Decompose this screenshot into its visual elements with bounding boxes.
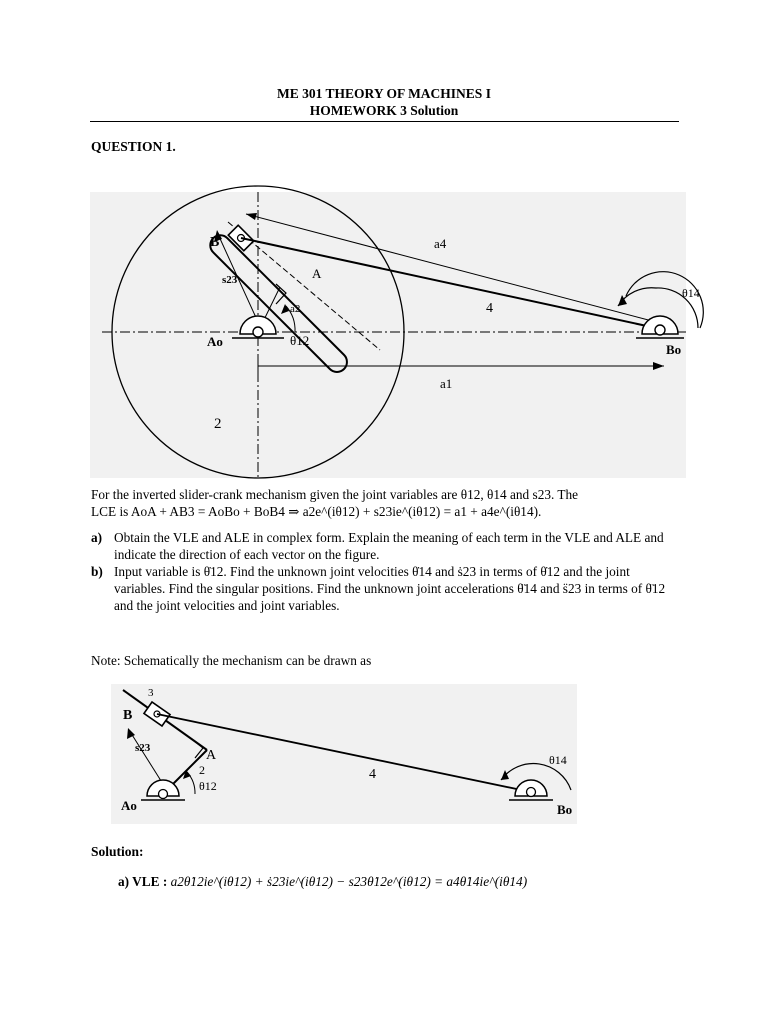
vle-equation <box>118 874 527 890</box>
schematic-label-theta12: θ12 <box>199 779 217 793</box>
label-link4: 4 <box>486 301 493 316</box>
label-s23: s23 <box>222 274 238 286</box>
solution-title: Solution: <box>91 844 144 859</box>
intro-paragraph <box>91 486 681 520</box>
pin-B0 <box>655 325 665 335</box>
item-b-label: b) <box>91 564 103 579</box>
schematic-pin-A0 <box>159 790 168 799</box>
schematic-label-s23: s23 <box>135 742 151 754</box>
label-B: B <box>210 235 220 250</box>
note-text: Note: Schematically the mechanism can be drawn as <box>91 653 372 668</box>
homework-title: HOMEWORK 3 Solution <box>309 103 459 118</box>
label-a4: a4 <box>434 236 447 251</box>
question-title: QUESTION 1. <box>91 139 176 154</box>
figure-background <box>90 192 686 478</box>
item-b-text: Input variable is θ̇12. Find the unknown joint velocities θ̇14 and ṡ23 in terms of θ̇12 and the joint variables. Find the singular positions. Find the unknown joint accelerations θ̈14 and s̈23 in terms of θ̈12 and the joint velocities and joint variables. <box>114 564 666 613</box>
label-a1: a1 <box>440 376 453 391</box>
item-a <box>91 529 681 563</box>
schematic-label-B0: Bo <box>557 802 573 817</box>
label-theta14: θ14 <box>682 286 700 300</box>
label-link2: 2 <box>214 416 222 432</box>
schematic-label-4: 4 <box>369 767 376 782</box>
schematic-label-2: 2 <box>199 763 205 777</box>
item-a-text: Obtain the VLE and ALE in complex form. Explain the meaning of each term in the VLE and ALE and indicate the direction of each vector on the figure. <box>114 530 664 562</box>
schematic-label-3: 3 <box>148 687 154 699</box>
intro-line-1: For the inverted slider-crank mechanism given the joint variables are θ12, θ14 and s23. The <box>91 487 579 502</box>
label-A0: Ao <box>207 334 223 349</box>
label-B0: Bo <box>666 342 682 357</box>
vle-formula: a2θ̇12ie^(iθ12) + ṡ23ie^(iθ12) − s23θ̇12e^(iθ12) = a4θ̇14ie^(iθ14) <box>170 874 528 889</box>
course-title: ME 301 THEORY OF MACHINES I <box>277 86 491 101</box>
item-a-label: a) <box>91 530 103 545</box>
schematic-figure <box>111 684 577 824</box>
schematic-background <box>111 684 577 824</box>
intro-line-2: LCE is AoA + AB3 = AoBo + BoB4 ⇒ a2e^(iθ12) + s23ie^(iθ12) = a1 + a4e^(iθ14). <box>91 504 542 519</box>
schematic-label-theta14: θ14 <box>549 753 567 767</box>
label-A: A <box>312 266 322 281</box>
schematic-label-A0: Ao <box>121 798 137 813</box>
vle-label: a) VLE : <box>118 874 168 889</box>
item-b <box>91 563 681 614</box>
label-theta12: θ12 <box>290 333 310 348</box>
question-items <box>91 529 681 614</box>
label-a2: a2 <box>290 303 301 315</box>
schematic-pin-B0 <box>527 788 536 797</box>
pin-A0 <box>253 327 263 337</box>
header-rule <box>90 121 679 122</box>
mechanism-figure <box>90 192 700 478</box>
schematic-label-A: A <box>206 748 217 763</box>
schematic-label-B: B <box>123 708 133 723</box>
